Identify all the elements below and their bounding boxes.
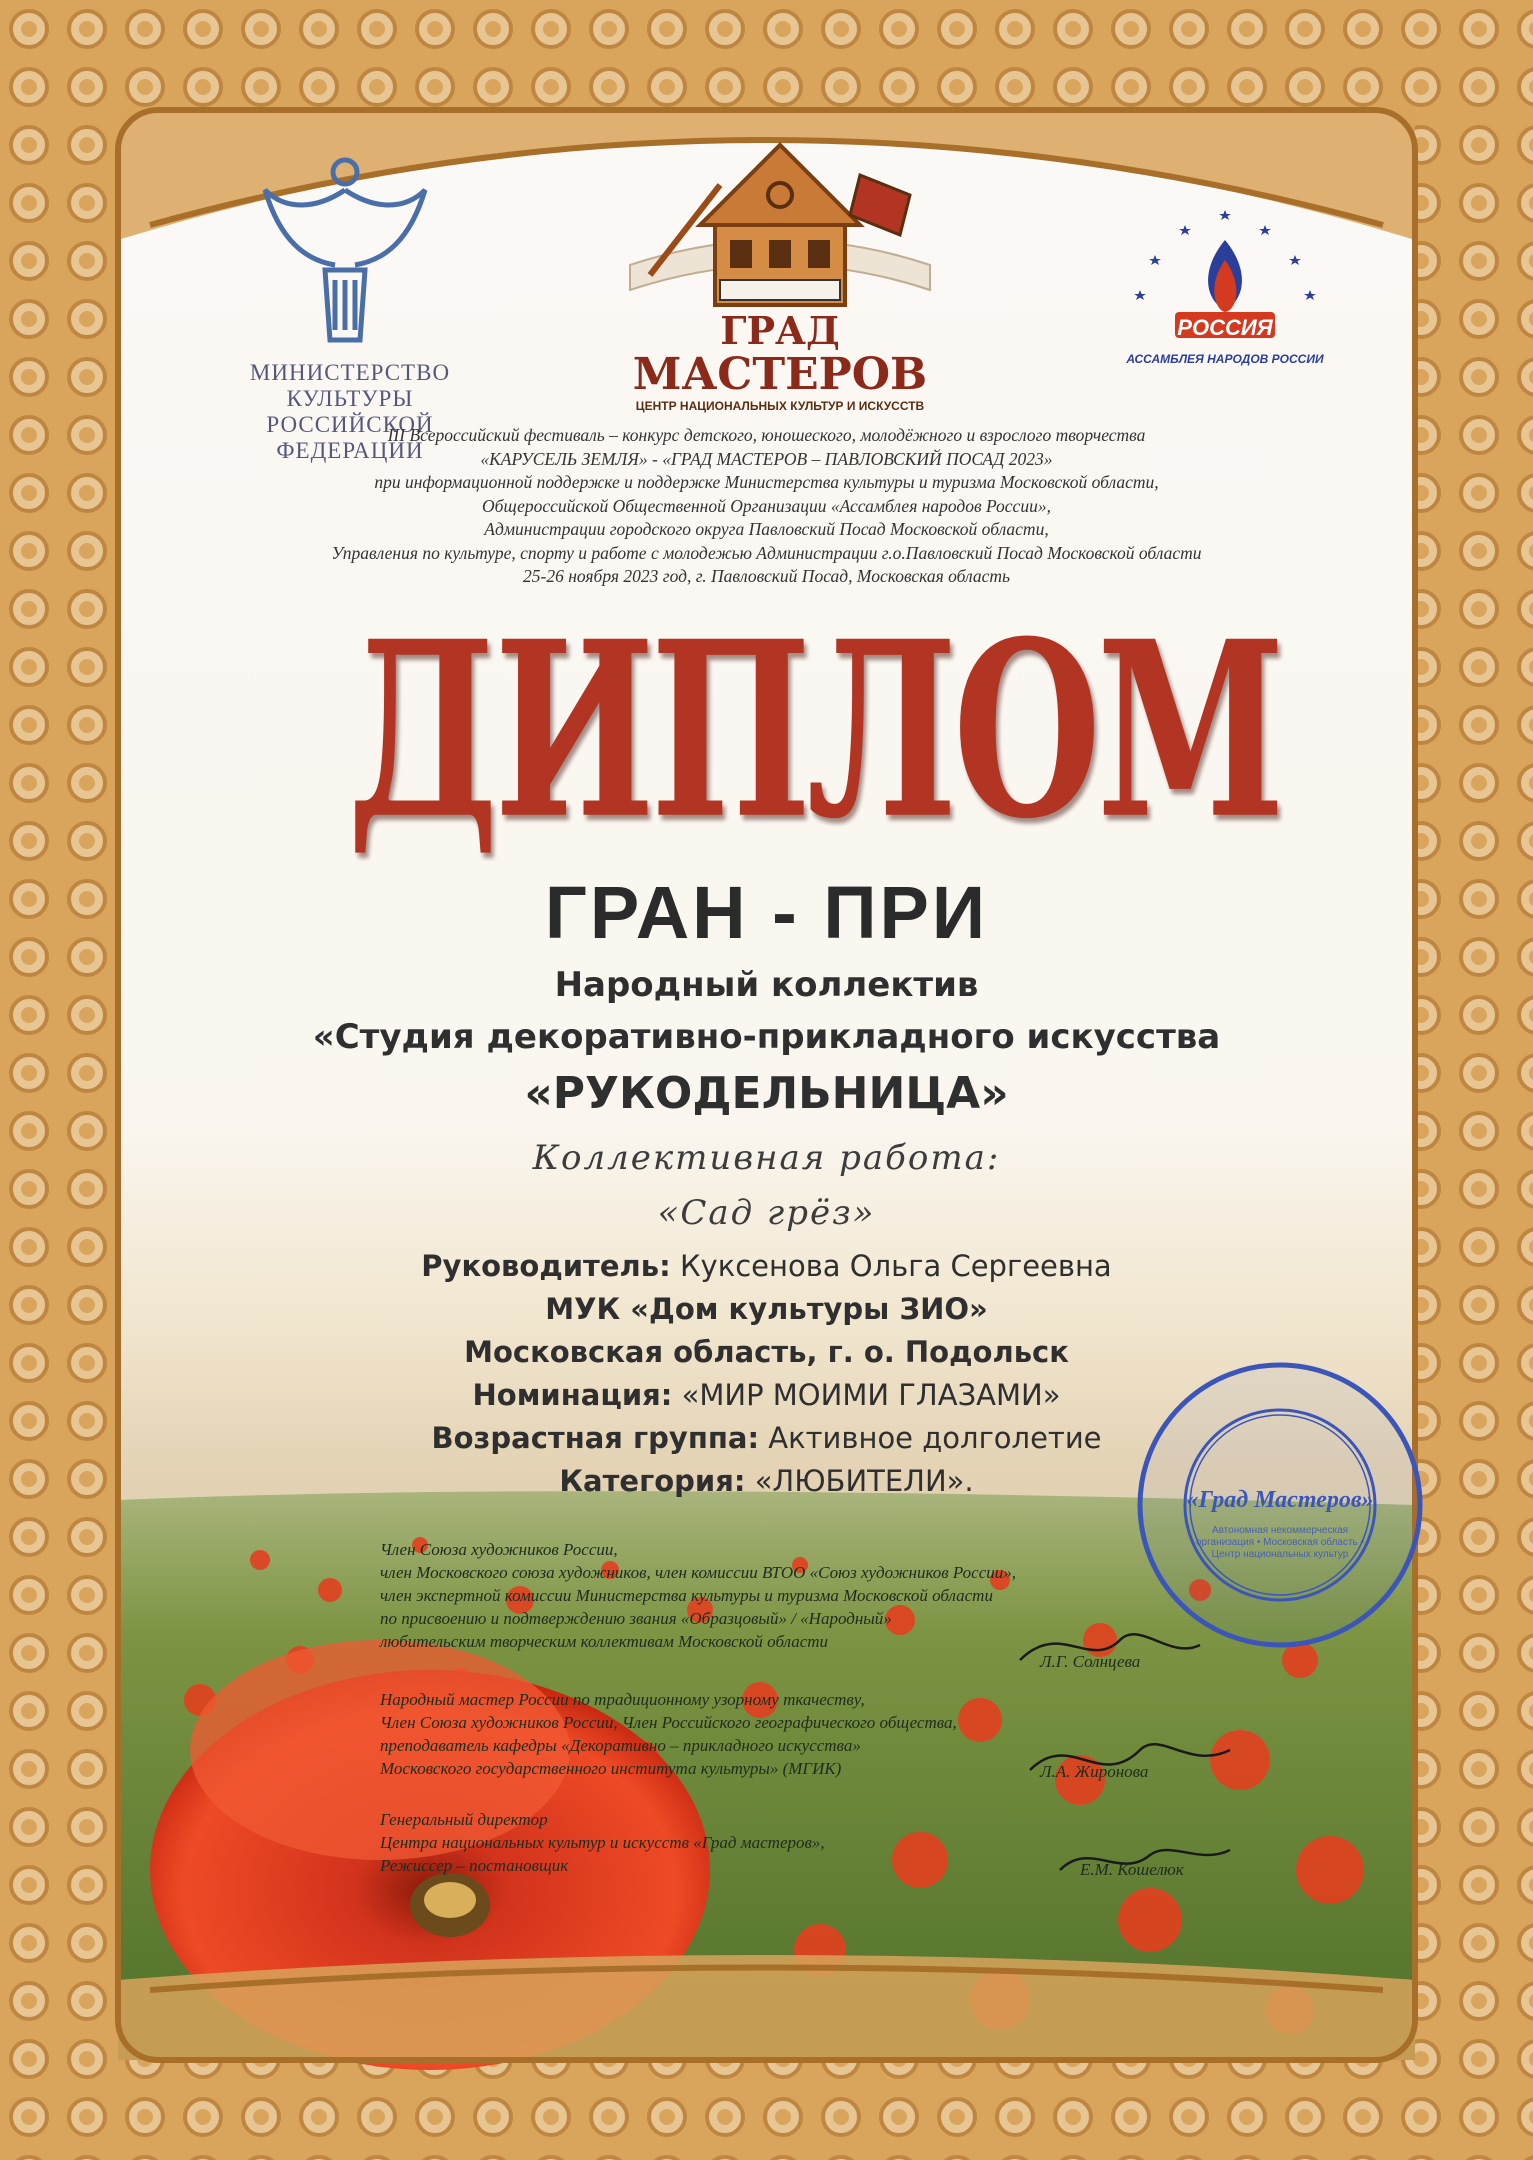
signatory-line: член Московского союза художников, член комиссии ВТОО «Союз художников России», (380, 1563, 1016, 1582)
diploma-title: ДИПЛОМ (347, 589, 1281, 873)
leader-label: Руководитель: (421, 1249, 671, 1283)
logo-subtitle: ЦЕНТР НАЦИОНАЛЬНЫХ КУЛЬТУР И ИСКУССТВ (635, 399, 925, 413)
festival-info-line: Управления по культуре, спорту и работе с молодежью Администрации г.о.Павловский Посад Московской области (331, 542, 1202, 563)
festival-info-line: «КАРУСЕЛЬ ЗЕМЛЯ» - «ГРАД МАСТЕРОВ – ПАВЛОВСКИЙ ПОСАД 2023» (480, 448, 1053, 469)
handwritten-signatures (1000, 1600, 1320, 1900)
category-label: Категория: (559, 1464, 746, 1498)
location-value: Московская область, г. о. Подольск (464, 1335, 1069, 1369)
recipient-line3: «РУКОДЕЛЬНИЦА» (524, 1068, 1009, 1119)
assembly-logo-word: РОССИЯ (1177, 315, 1273, 340)
festival-info-line: III Всероссийский фестиваль – конкурс детского, юношеского, молодёжного и взрослого творчества (387, 425, 1146, 445)
category-value: «ЛЮБИТЕЛИ». (754, 1464, 974, 1498)
logo-title-line2: МАСТЕРОВ (632, 349, 928, 400)
recipient-line1: Народный коллектив (554, 965, 979, 1005)
folk-house-icon (610, 115, 950, 325)
signatory-line: Член Союза художников России, Член Российского географического общества, (380, 1713, 957, 1732)
ministry-name: МИНИСТЕРСТВО КУЛЬТУРЫ (249, 360, 451, 411)
age-value: Активное долголетие (768, 1421, 1102, 1455)
age-label: Возрастная группа: (431, 1421, 760, 1455)
ministry-name-line2: РОССИЙСКОЙ ФЕДЕРАЦИИ (266, 412, 434, 463)
festival-info-line: Общероссийской Общественной Организации «Ассамблея народов России», (482, 495, 1051, 516)
leader-row (200, 1245, 1333, 1288)
festival-info (200, 424, 1333, 589)
signatory-line: Центра национальных культур и искусств «Град мастеров», (380, 1833, 825, 1852)
logo-title-line1: ГРАД (720, 308, 840, 353)
assembly-logo-ring: АССАМБЛЕЯ НАРОДОВ РОССИИ (1126, 352, 1324, 366)
stamp-center-text: «Град Мастеров» (1186, 1487, 1374, 1513)
festival-info-line: 25-26 ноября 2023 год, г. Павловский Посад, Московская область (523, 566, 1010, 586)
festival-info-line: при информационной поддержке и поддержке Министерства культуры и туризма Московской области, (374, 472, 1159, 492)
nomination-value: «МИР МОИМИ ГЛАЗАМИ» (681, 1378, 1061, 1412)
nomination-label: Номинация: (472, 1378, 673, 1412)
work-label: Коллективная работа: (532, 1138, 1001, 1178)
signatory-line: Генеральный директор (380, 1810, 548, 1829)
signatory-line: Режиссер – постановщик (380, 1856, 569, 1875)
stamp-ring-text: Автономная некоммерческая организация • Московская область • Центр национальных культур (1195, 1525, 1365, 1560)
signatory-line: любительским творческим коллективам Московской области (380, 1632, 829, 1651)
flame-stars-icon (1115, 180, 1335, 400)
recipient-line2: «Студия декоративно-прикладного искусства (312, 1017, 1221, 1057)
signatory-line: по присвоению и подтверждению звания «Образцовый» / «Народный» (380, 1609, 892, 1628)
signatory-name-2: Л.А. Жиронова (1040, 1762, 1149, 1781)
signatory-name-1: Л.Г. Солнцева (1040, 1652, 1141, 1671)
award-grand-prix: ГРАН - ПРИ (544, 871, 989, 954)
signatory-line: преподаватель кафедры «Декоративно – прикладного искусства» (380, 1736, 861, 1755)
festival-info-line: Администрации городского округа Павловский Посад Московской области, (484, 519, 1049, 539)
signatory-line: член экспертной комиссии Министерства культуры и туризма Московской области (380, 1586, 993, 1605)
double-eagle-icon (255, 150, 435, 350)
signatory-line: Член Союза художников России, (380, 1540, 618, 1559)
grad-masterov-logo (610, 115, 950, 420)
institution-value: МУК «Дом культуры ЗИО» (545, 1292, 988, 1326)
signatory-line: Московского государственного института культуры» (МГИК) (380, 1759, 842, 1778)
assembly-logo (1115, 180, 1335, 400)
signatory-name-3: Е.М. Кошелюк (1080, 1860, 1184, 1879)
signatory-line: Народный мастер России по традиционному узорному ткачеству, (380, 1690, 865, 1709)
leader-value: Куксенова Ольга Сергеевна (679, 1249, 1112, 1283)
ministry-emblem (255, 150, 435, 350)
institution-row (200, 1288, 1333, 1331)
work-title: «Сад грёз» (657, 1193, 876, 1233)
